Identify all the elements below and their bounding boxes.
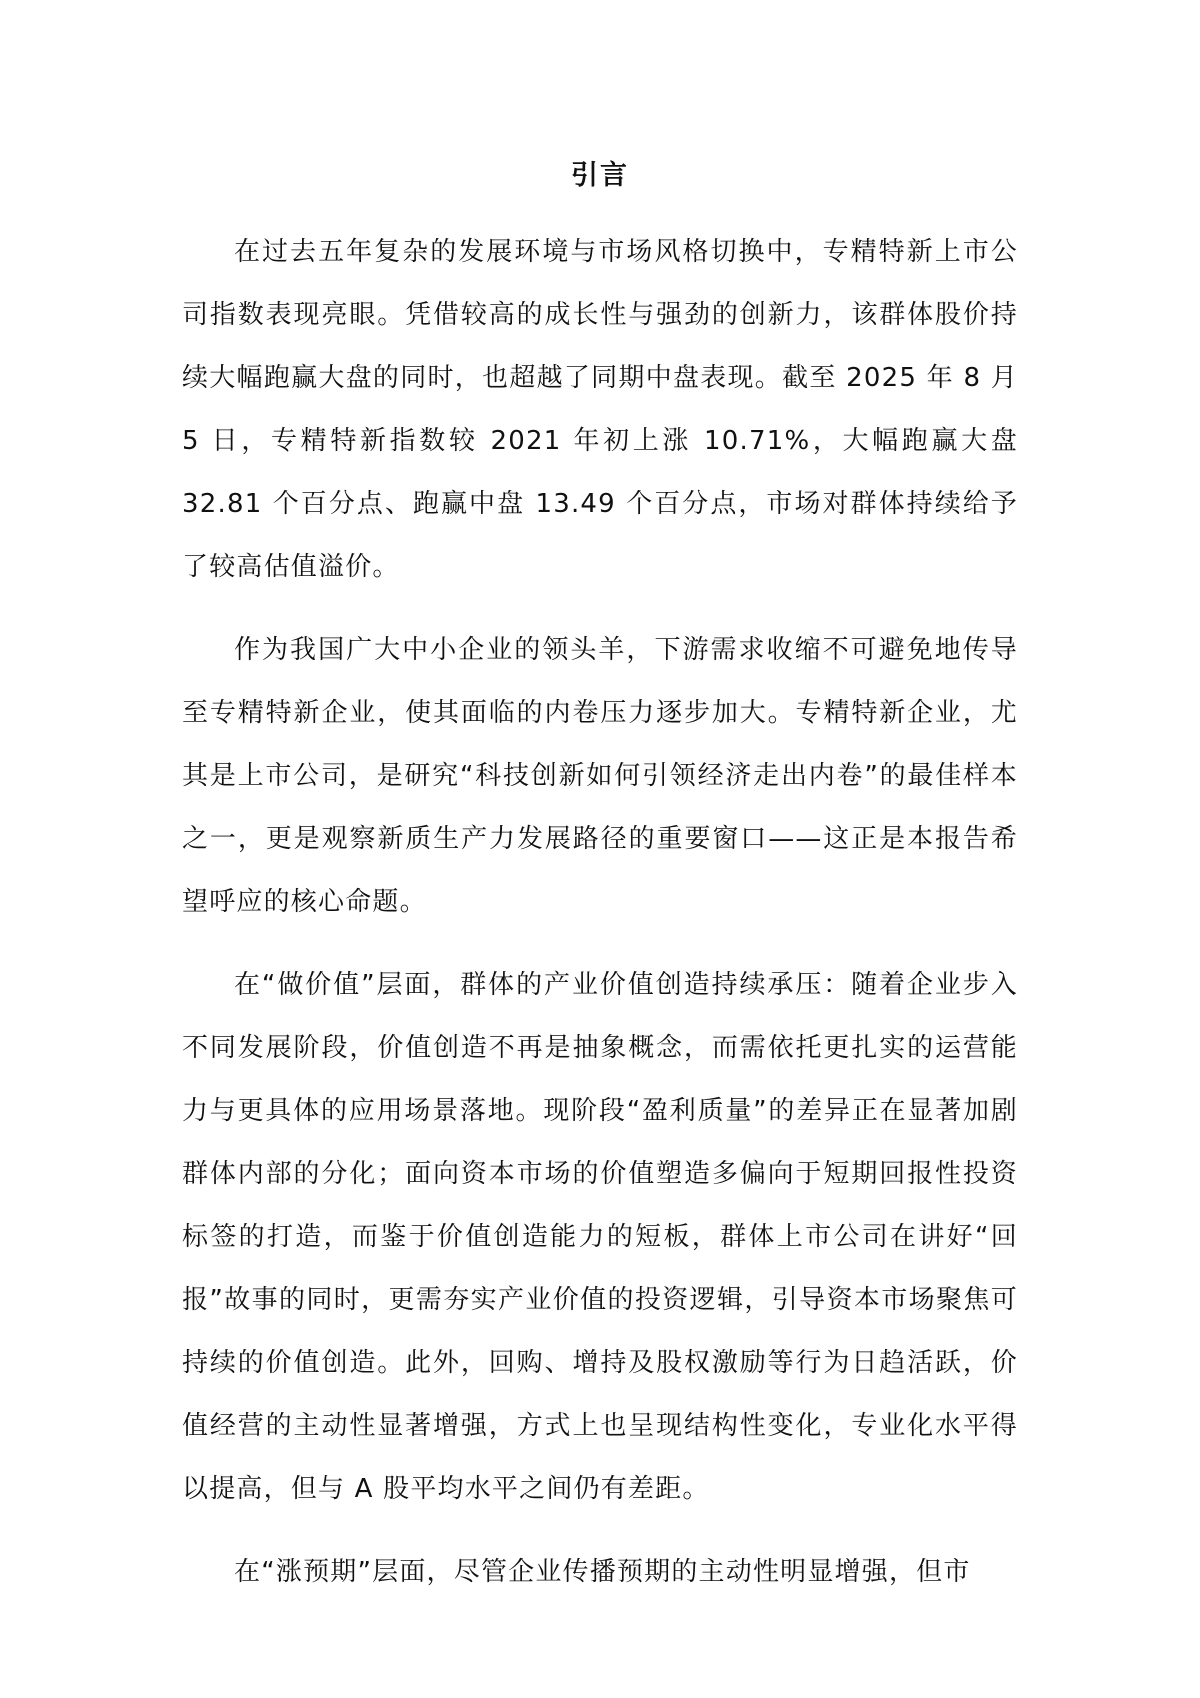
paragraph-2: 作为我国广大中小企业的领头羊，下游需求收缩不可避免地传导至专精特新企业，使其面临的内卷压力逐步加大。专精特新企业，尤其是上市公司，是研究“科技创新如何引领经济走出内卷”的最佳样本之一，更是观察新质生产力发展路径的重要窗口——这正是本报告希望呼应的核心命题。 xyxy=(182,635,1018,917)
paragraph-4: 在“涨预期”层面，尽管企业传播预期的主动性明显增强，但市 xyxy=(234,1557,971,1587)
page-title: 引言 xyxy=(571,160,629,191)
paragraph-3: 在“做价值”层面，群体的产业价值创造持续承压：随着企业步入不同发展阶段，价值创造不再是抽象概念，而需依托更扎实的运营能力与更具体的应用场景落地。现阶段“盈利质量”的差异正在显著加剧群体内部的分化；面向资本市场的价值塑造多偏向于短期回报性投资标签的打造，而鉴于价值创造能力的短板，群体上市公司在讲好“回报”故事的同时，更需夯实产业价值的投资逻辑，引导资本市场聚焦可持续的价值创造。此外，回购、增持及股权激励等行为日趋活跃，价值经营的主动性显著增强，方式上也呈现结构性变化，专业化水平得以提高，但与 A 股平均水平之间仍有差距。 xyxy=(182,970,1018,1504)
paragraph-1: 在过去五年复杂的发展环境与市场风格切换中，专精特新上市公司指数表现亮眼。凭借较高的成长性与强劲的创新力，该群体股价持续大幅跑赢大盘的同时，也超越了同期中盘表现。截至 2025 年 8 月 5 日，专精特新指数较 2021 年初上涨 10.71%，大幅跑赢大盘 32.81 个百分点、跑赢中盘 13.49 个百分点，市场对群体持续给予了较高估值溢价。 xyxy=(182,237,1018,582)
body-text xyxy=(182,221,1018,1624)
